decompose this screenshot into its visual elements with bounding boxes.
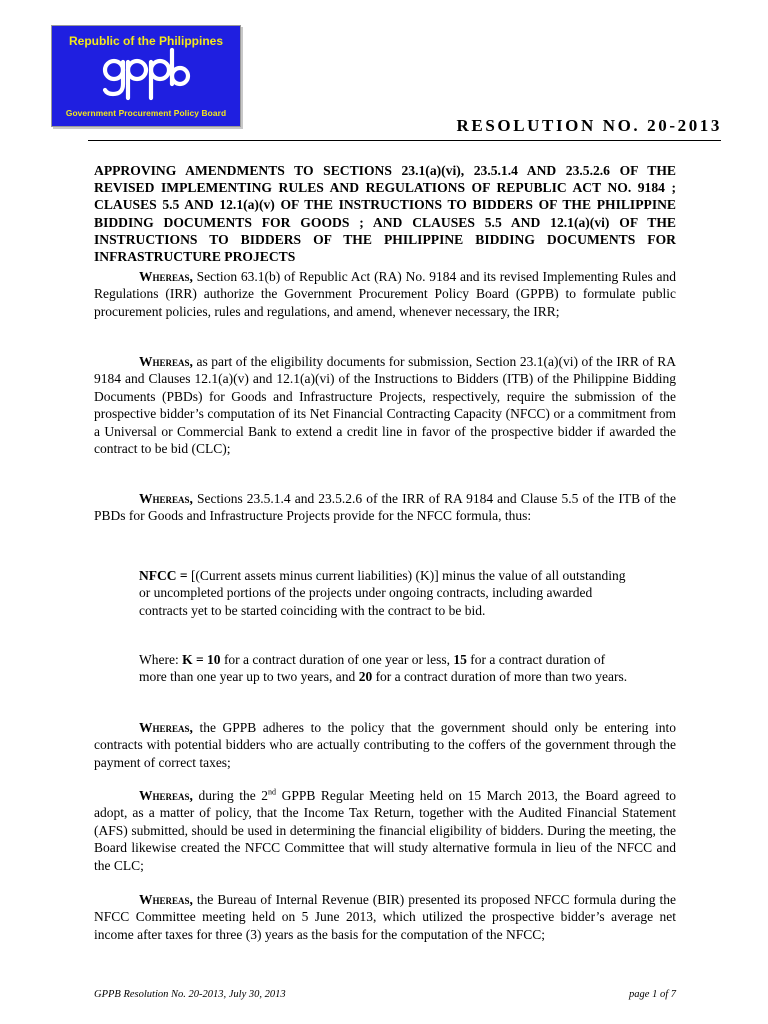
whereas-paragraph-5 bbox=[94, 787, 676, 874]
where-text: for a contract duration of one year or less, bbox=[220, 652, 454, 667]
where-text: for a contract duration of more than two years. bbox=[372, 669, 628, 685]
paragraph-text: Section 63.1(b) of Republic Act (RA) No. 9184 and its revised Implementing Rules and Regulations (IRR) authorize the Government Procurement Policy Board (GPPB) to formulate public procurement policies, rules and regulations, and amend, whenever necessary, the IRR; bbox=[94, 269, 676, 319]
whereas-lead: Whereas, bbox=[139, 354, 193, 369]
whereas-lead: Whereas, bbox=[139, 892, 193, 907]
k-value-20: 20 bbox=[358, 669, 373, 685]
paragraph-text: the GPPB adheres to the policy that the government should only be entering into contracts with potential bidders who are actually contributing to the coffers of the government through the payment of correct taxes; bbox=[94, 720, 676, 770]
whereas-lead: Whereas, bbox=[139, 720, 193, 735]
logo-mark bbox=[52, 46, 240, 107]
whereas-paragraph-3 bbox=[94, 490, 676, 525]
footer-page-number: page 1 of 7 bbox=[629, 989, 676, 1000]
logo-bottom-text: Government Procurement Policy Board bbox=[65, 108, 227, 118]
gppb-logo bbox=[51, 25, 241, 127]
whereas-paragraph-4 bbox=[94, 719, 676, 771]
ordinal-suffix: nd bbox=[268, 787, 277, 797]
paragraph-text: Sections 23.5.1.4 and 23.5.2.6 of the IRR of RA 9184 and Clause 5.5 of the ITB of the PBDs for Goods and Infrastructure Projects provide for the NFCC formula, thus: bbox=[94, 491, 676, 524]
where-prefix: Where: bbox=[139, 652, 183, 667]
whereas-lead: Whereas, bbox=[139, 269, 193, 284]
header-divider bbox=[88, 140, 721, 141]
resolution-number: RESOLUTION NO. 20-2013 bbox=[456, 116, 722, 135]
whereas-lead: Whereas, bbox=[139, 788, 193, 803]
whereas-paragraph-1 bbox=[94, 268, 676, 320]
nfcc-formula bbox=[139, 567, 634, 619]
nfcc-label: NFCC = bbox=[139, 568, 188, 583]
nfcc-formula-text: [(Current assets minus current liabilities) (K)] minus the value of all outstanding or uncompleted portions of the projects under ongoing contracts, including awarded contracts yet to be started coinciding with the contract to be bid. bbox=[139, 568, 626, 618]
paragraph-text: as part of the eligibility documents for submission, Section 23.1(a)(vi) of the IRR of RA 9184 and Clauses 12.1(a)(v) and 12.1(a)(vi) of the Instructions to Bidders (ITB) of the Philippine Bidding Documents (PBDs) for Goods and Infrastructure Projects, respectively, require the submission of the prospective bidder’s computation of its Net Financial Contracting Capacity (NFCC) or a commitment from a Universal or Commercial Bank to extend a credit line in favor of the prospective bidder if awarded the contract to be bid (CLC); bbox=[94, 354, 676, 457]
whereas-paragraph-2 bbox=[94, 353, 676, 457]
paragraph-text: during the 2 bbox=[192, 788, 269, 803]
gppb-mark-icon bbox=[100, 46, 192, 102]
paragraph-text: the Bureau of Internal Revenue (BIR) presented its proposed NFCC formula during the NFCC Committee meeting held on 5 June 2013, which utilized the prospective bidder’s average net income after taxes for three (3) years as the basis for the computation of the NFCC; bbox=[94, 892, 676, 942]
footer-document-reference: GPPB Resolution No. 20-2013, July 30, 2013 bbox=[94, 989, 286, 1000]
k-value-definition bbox=[139, 651, 634, 686]
paragraph-text: GPPB Regular Meeting held on 15 March 2013, the Board agreed to adopt, as a matter of policy, that the Income Tax Return, together with the Audited Financial Statement (AFS) submitted, should be used in determining the financial eligibility of bidders. During the meeting, the Board likewise created the NFCC Committee that will study alternative formula in lieu of the NFCC and the CLC; bbox=[94, 788, 676, 873]
where-text: for a contract duration of more than one year up to two years, and bbox=[139, 652, 606, 685]
resolution-title: APPROVING AMENDMENTS TO SECTIONS 23.1(a)(vi), 23.5.1.4 AND 23.5.2.6 OF THE REVISED IMPLEMENTING RULES AND REGULATIONS OF REPUBLIC ACT NO. 9184 ; CLAUSES 5.5 AND 12.1(a)(v) OF THE INSTRUCTIONS TO BIDDERS OF THE PHILIPPINE BIDDING DOCUMENTS FOR GOODS ; AND CLAUSES 5.5 AND 12.1(a)(vi) OF THE INSTRUCTIONS TO BIDDERS OF THE PHILIPPINE BIDDING DOCUMENTS FOR INFRASTRUCTURE PROJECTS bbox=[94, 163, 676, 265]
k-value: K = 10 bbox=[182, 652, 221, 667]
whereas-paragraph-6 bbox=[94, 891, 676, 943]
logo-top-text: Republic of the Philippines bbox=[68, 34, 223, 48]
k-value-15: 15 bbox=[453, 652, 467, 667]
whereas-lead: Whereas, bbox=[139, 491, 193, 506]
